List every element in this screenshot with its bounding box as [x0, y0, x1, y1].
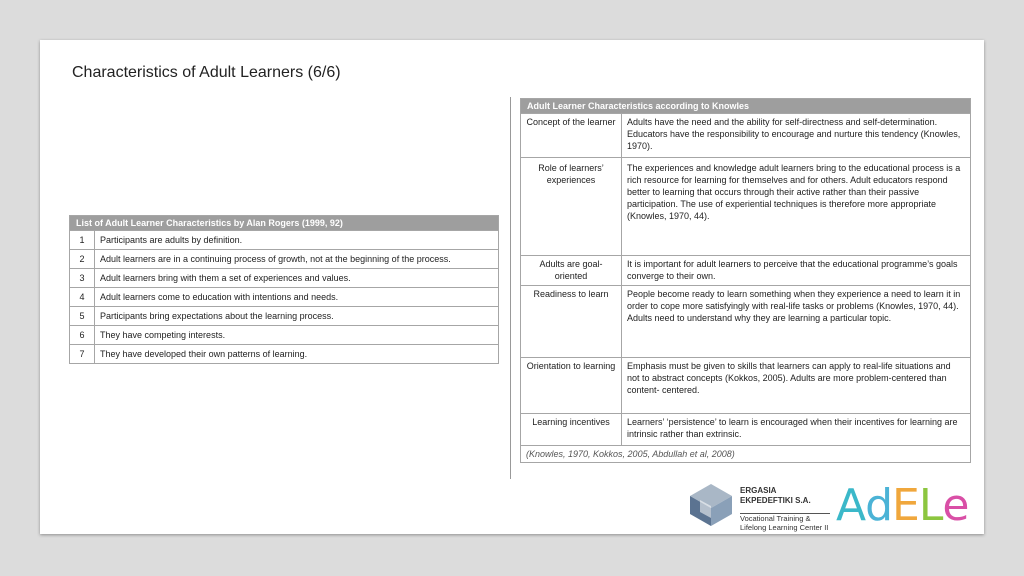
description-cell: It is important for adult learners to perceive that the educational programme’s goals converge to their own.	[622, 256, 971, 286]
table-row	[70, 231, 499, 250]
ergasia-logo	[686, 480, 830, 532]
table-row	[521, 286, 971, 358]
vertical-divider	[510, 97, 511, 479]
table-row	[70, 307, 499, 326]
ergasia-name-line2: EKPEDEFTIKI S.A.	[740, 496, 811, 505]
row-number: 6	[70, 326, 95, 345]
description-cell: People become ready to learn something when they experience a need to learn it in order to cope more satisfyingly with real-life tasks or problems (Knowles, 1970, 44). Adults need to understand why they are learning a particular topic.	[622, 286, 971, 358]
row-text: Adult learners bring with them a set of experiences and values.	[95, 269, 499, 288]
rogers-characteristics-table	[69, 215, 499, 364]
ergasia-cube-icon	[688, 482, 734, 528]
concept-cell: Adults are goal-oriented	[521, 256, 622, 286]
row-text: They have competing interests.	[95, 326, 499, 345]
table-row	[70, 250, 499, 269]
source-citation: (Knowles, 1970, Kokkos, 2005, Abdullah et al, 2008)	[521, 446, 971, 463]
concept-cell: Learning incentives	[521, 414, 622, 446]
row-text: Participants bring expectations about the learning process.	[95, 307, 499, 326]
knowles-table-header: Adult Learner Characteristics according to Knowles	[521, 99, 971, 114]
row-text: Adult learners are in a continuing process of growth, not at the beginning of the process.	[95, 250, 499, 269]
row-text: Participants are adults by definition.	[95, 231, 499, 250]
row-number: 5	[70, 307, 95, 326]
row-number: 3	[70, 269, 95, 288]
slide-title: Characteristics of Adult Learners (6/6)	[72, 64, 341, 81]
description-cell: Adults have the need and the ability for self-directness and self-determination. Educators have the responsibility to encourage and nurture this tendency (Knowles, 1970).	[622, 114, 971, 158]
concept-cell: Readiness to learn	[521, 286, 622, 358]
row-text: They have developed their own patterns of learning.	[95, 345, 499, 364]
description-cell: Learners’ ‘persistence’ to learn is encouraged when their incentives for learning are intrinsic rather than extrinsic.	[622, 414, 971, 446]
description-cell: The experiences and knowledge adult learners bring to the educational process is a rich resource for learning for themselves and for others. Adult educators respond better to learning that occurs through their active rather than their passive participation. The use of experiential techniques is therefore more appropriate (Knowles, 1970, 44).	[622, 158, 971, 256]
row-number: 2	[70, 250, 95, 269]
row-number: 1	[70, 231, 95, 250]
ergasia-name-line1: ERGASIA	[740, 486, 777, 495]
row-text: Adult learners come to education with intentions and needs.	[95, 288, 499, 307]
rogers-table-header: List of Adult Learner Characteristics by Alan Rogers (1999, 92)	[70, 216, 499, 231]
table-header-row	[70, 216, 499, 231]
table-row	[521, 114, 971, 158]
table-row	[521, 446, 971, 463]
adele-letter-e-lower: e	[942, 480, 969, 531]
table-row	[521, 256, 971, 286]
table-row	[521, 358, 971, 414]
table-row	[521, 414, 971, 446]
table-row	[70, 269, 499, 288]
row-number: 7	[70, 345, 95, 364]
table-row	[521, 158, 971, 256]
concept-cell: Concept of the learner	[521, 114, 622, 158]
knowles-characteristics-table	[520, 98, 971, 463]
slide	[40, 40, 984, 534]
ergasia-subtitle-line1: Vocational Training &	[740, 514, 811, 523]
description-cell: Emphasis must be given to skills that learners can apply to real-life situations and not to abstract concepts (Kokkos, 2005). Adults are more problem-centered than content- centered.	[622, 358, 971, 414]
adele-letter-l: L	[918, 480, 943, 531]
ergasia-subtitle-line2: Lifelong Learning Center II	[740, 523, 829, 532]
adele-letter-d: d	[865, 480, 893, 531]
adele-logo	[836, 478, 968, 534]
table-header-row	[521, 99, 971, 114]
table-row	[70, 326, 499, 345]
logos-area	[686, 480, 980, 532]
adele-letter-e-upper: E	[892, 480, 919, 531]
concept-cell: Role of learners’ experiences	[521, 158, 622, 256]
adele-letter-a: A	[836, 480, 866, 531]
table-row	[70, 288, 499, 307]
concept-cell: Orientation to learning	[521, 358, 622, 414]
row-number: 4	[70, 288, 95, 307]
table-row	[70, 345, 499, 364]
